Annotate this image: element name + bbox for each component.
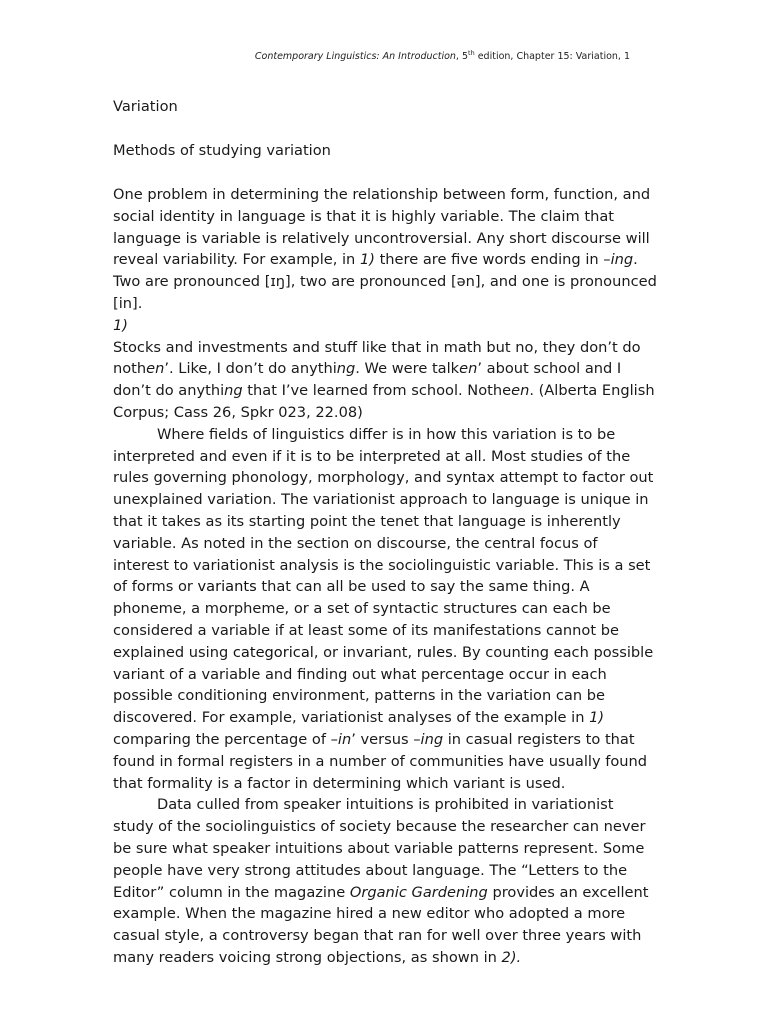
glossary-link-rules[interactable]: rules bbox=[416, 643, 453, 661]
example-quote: Stocks and investments and stuff like that in math but no, they don’t do nothen’. Like, I don’t do anything. We were talken’ about school and I don’t do anything that I’ve learned from school. Notheen. (Alberta English Corpus; Cass 26, Spkr 023, 22.08) bbox=[113, 338, 655, 421]
example-label: 1) bbox=[113, 316, 128, 334]
example-reference: 1) bbox=[589, 709, 605, 727]
paragraph-1: One problem in determining the relationship between form, function, and social identity in language is that it is highly variable. The claim that language is variable is relatively uncontroversial. Any short discourse will reveal variability. For example, in 1) there are five words ending in –ing. Two are pronounced [ɪŋ], two are pronounced [ən], and one is pronounced [in]. bbox=[113, 186, 657, 312]
glossary-link-variants[interactable]: variants bbox=[197, 578, 257, 596]
main-content bbox=[113, 96, 658, 969]
example-reference: 2). bbox=[501, 948, 522, 966]
section-heading: Methods of studying variation bbox=[113, 142, 331, 159]
example-reference: 1) bbox=[359, 251, 375, 269]
header-edition-number: , 5 bbox=[455, 51, 469, 62]
page-title: Variation bbox=[113, 98, 178, 115]
paragraph-3: Data culled from speaker intuitions is prohibited in variationist study of the sociolinguistics of society because the researcher can never be sure what speaker intuitions about variable patterns represent. Some people have very strong attitudes about language. The “Letters to the Editor” column in the magazine Organic Gardening provides an excellent example. When the magazine hired a new editor who adopted a more casual style, a controversy began that ran for well over three years with many readers voicing strong objections, as shown in 2). bbox=[113, 796, 649, 966]
book-title: Contemporary Linguistics: An Introduction bbox=[254, 51, 456, 62]
paragraph-2: Where fields of linguistics differ is in how this variation is to be interpreted and even if it is to be interpreted at all. Most studies of the rules governing phonology, morphology, and syntax attempt to factor out unexplained variation. The variationist approach to language is unique in that it takes as its starting point the tenet that language is inherently variable. As noted in the section on discourse, the central focus of interest to variationist analysis is the sociolinguistic variable. This is a set of forms or variants that can all be used to say the same thing. A phoneme, a morpheme, or a set of syntactic structures can each be considered a variable if at least some of its manifestations cannot be explained using categorical, or invariant, rules. By counting each possible variant of a variable and finding out what percentage occur in each possible conditioning environment, patterns in the variation can be discovered. For example, variationist analyses of the example in 1) comparing the percentage of –in’ versus –ing in casual registers to that found in formal registers in a number of communities have usually found that formality is a factor in determining which variant is used. bbox=[113, 425, 654, 792]
running-header bbox=[254, 48, 630, 62]
suffix-ing: –ing bbox=[603, 251, 634, 269]
magazine-title: Organic Gardening bbox=[349, 883, 488, 901]
header-edition-sup: th bbox=[468, 48, 475, 57]
glossary-link-categorical[interactable]: categorical bbox=[232, 643, 314, 661]
header-rest: edition, Chapter 15: Variation, 1 bbox=[474, 51, 630, 62]
